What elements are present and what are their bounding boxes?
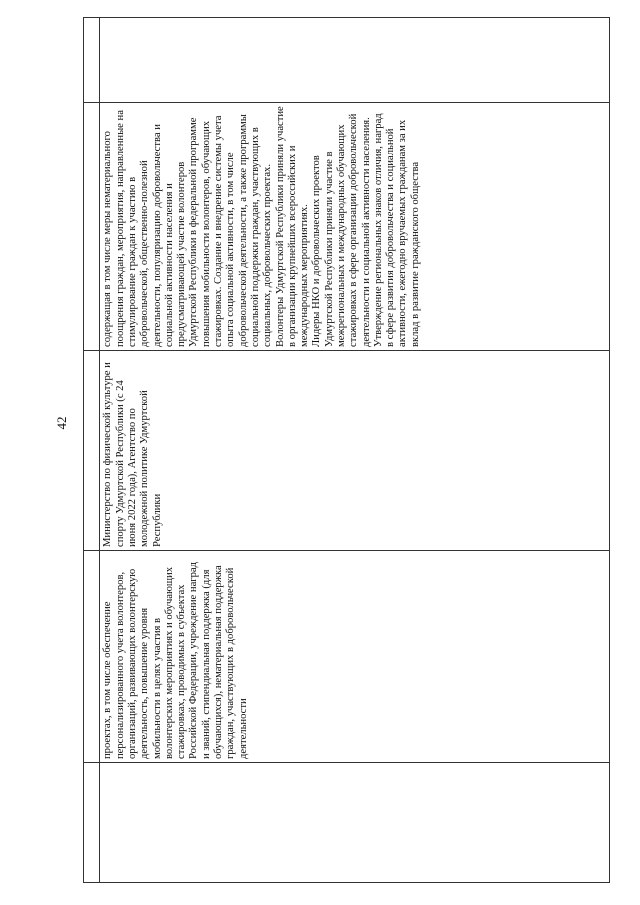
table-cell bbox=[84, 103, 100, 351]
table-cell bbox=[84, 18, 100, 103]
table-cell bbox=[84, 351, 100, 551]
rotated-table-container bbox=[83, 18, 610, 883]
table-cell-notes bbox=[100, 18, 610, 103]
table-cell bbox=[84, 551, 100, 763]
table-cell-responsible bbox=[100, 351, 610, 551]
task-text: проектах, в том числе обеспечение персонализированного учета волонтеров, организаций, развивающих волонтерскую деятельность, повышение уровня мобильности в целях участия в волонтерских мероприятиях и обучающих стажировках, проводимых в субъектах Российской Федерации, учреждение наград и званий, стипендиальная поддержка (для обучающихся), нематериальная поддержка граждан, участвующих в добровольческой деятельности bbox=[102, 559, 249, 759]
table-row-main bbox=[100, 18, 610, 883]
document-table bbox=[83, 17, 610, 883]
table-cell-task bbox=[100, 551, 610, 763]
responsible-text: Министерство по физической культуре и спорту Удмуртской Республики (с 24 июня 2022 года), Агентство по молодежной политике Удмуртской Республики bbox=[102, 359, 163, 547]
table-row-top bbox=[84, 18, 100, 883]
landscape-frame bbox=[83, 18, 610, 883]
table-cell-result bbox=[100, 103, 610, 351]
page-number: 42 bbox=[54, 416, 69, 430]
result-text: содержащая в том числе меры нематериального поощрения граждан, мероприятия, направленные на стимулирование граждан к участию в добровольческой, общественно-полезной деятельности, популяризацию добровольчества и социальной активности населения и предусматривающей участие волонтеров Удмуртской Республики в федеральной программе повышения мобильности волонтеров, обучающих стажировках. Создание и внедрение системы учета опыта социальной активности, в том числе добровольческой деятельности, а также программы социальной поддержки граждан, участвующих в социальных, добровольческих проектах. Волонтеры Удмуртской Республики приняли участие в организации крупнейших всероссийских и международных мероприятиях. Лидеры НКО и добровольческих проектов Удмуртской Республики приняли участие в межрегиональных и международных обучающих стажировках в сфере организации добровольческой деятельности и социальной активности населения. Утверждение региональных знаков отличия, наград в сфере развития добровольчества и социальной активности, ежегодно вручаемых гражданам за их вклад в развитие гражданского общества bbox=[102, 106, 421, 347]
table-cell bbox=[84, 763, 100, 883]
table-cell-index bbox=[100, 763, 610, 883]
